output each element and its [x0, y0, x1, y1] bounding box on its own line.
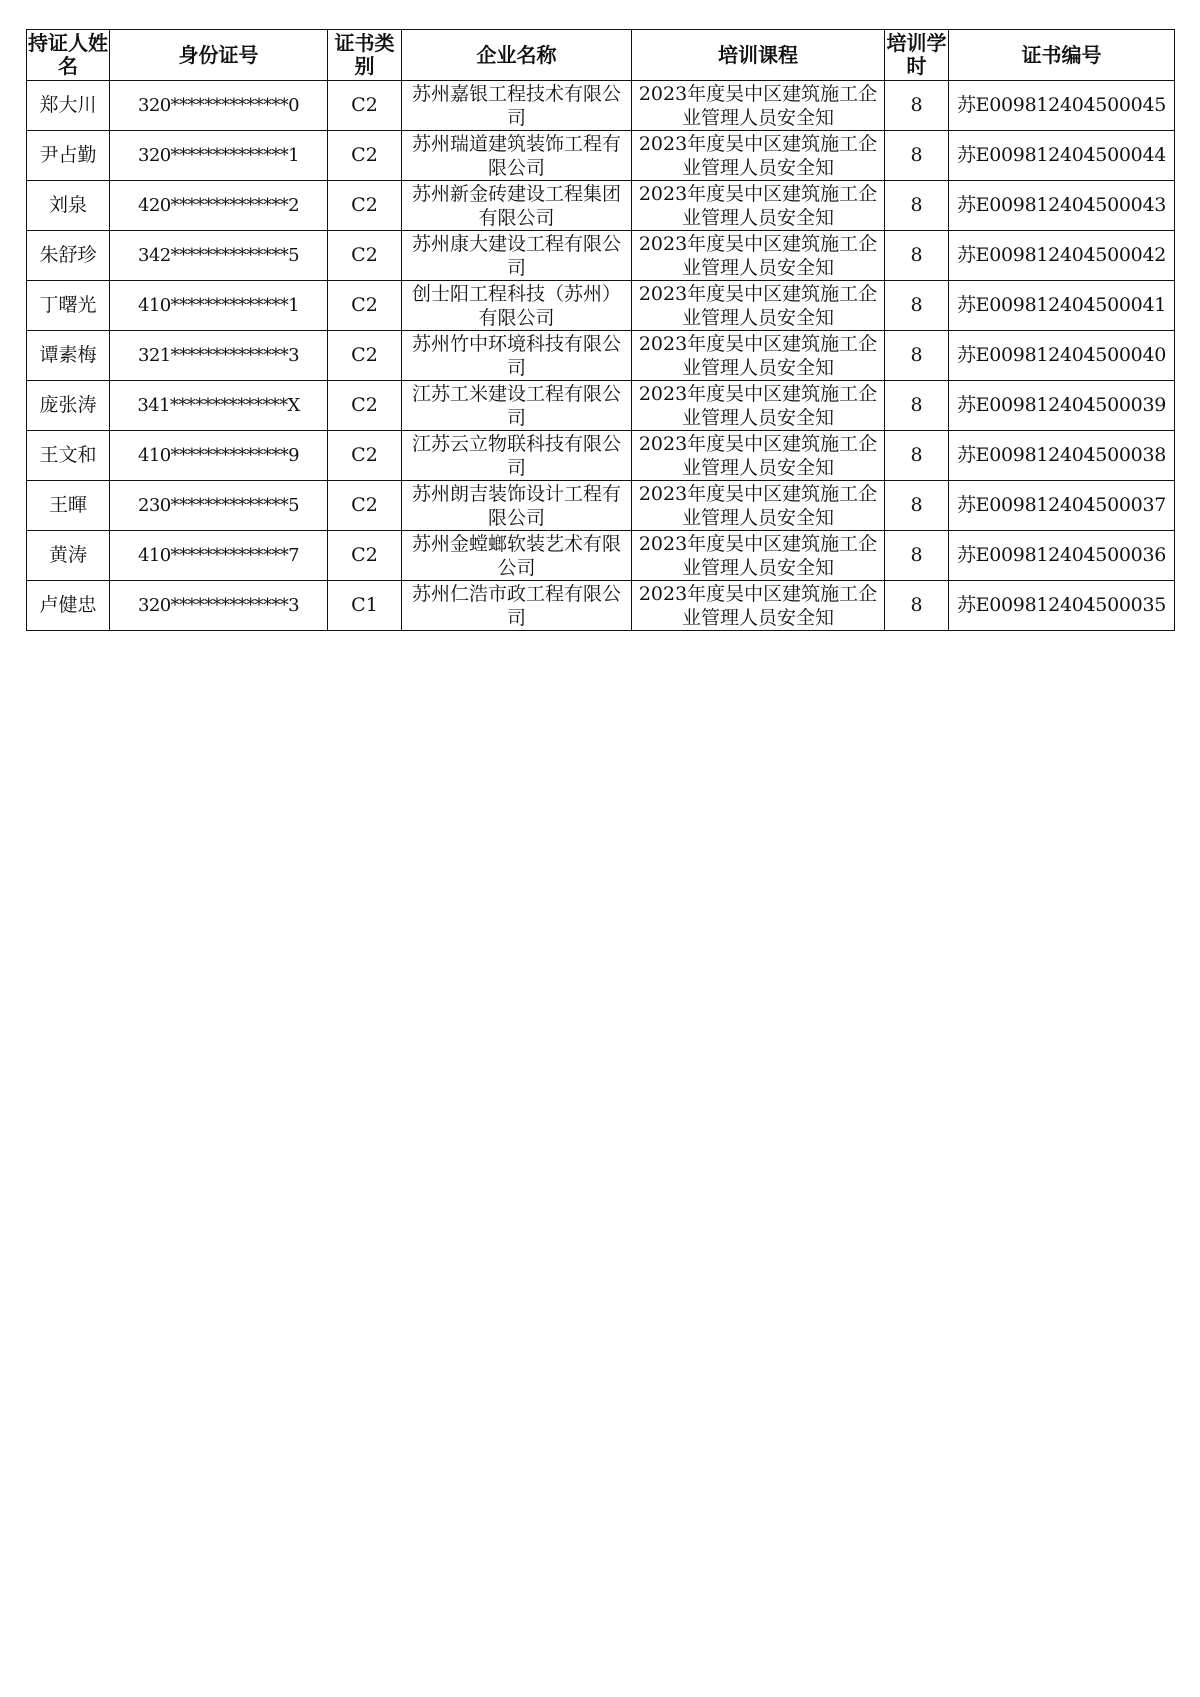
cell-holder-name [27, 181, 110, 231]
cell-course-name [632, 531, 885, 581]
training-hours-text: 8 [910, 344, 923, 366]
cell-id-number [110, 381, 328, 431]
cert-number-text: 苏E009812404500035 [956, 594, 1167, 616]
cert-number-text: 苏E009812404500044 [956, 144, 1167, 166]
id-number-text: 410**************9 [137, 445, 299, 466]
holder-name-text: 丁曙光 [39, 294, 97, 316]
company-name-text: 苏州金螳螂软装艺术有限公司 [411, 533, 621, 579]
cert-number-text: 苏E009812404500041 [956, 294, 1167, 316]
cert-type-text: C2 [351, 494, 378, 516]
table-row [27, 381, 1175, 431]
id-number-text: 321**************3 [137, 345, 299, 366]
cell-cert-type [328, 381, 402, 431]
course-name-text: 2023年度吴中区建筑施工企业管理人员安全知 [638, 133, 878, 179]
cell-training-hours [885, 431, 949, 481]
cert-number-text: 苏E009812404500036 [956, 544, 1167, 566]
course-name-text: 2023年度吴中区建筑施工企业管理人员安全知 [638, 533, 878, 579]
holder-name-text: 谭素梅 [39, 344, 97, 366]
cell-training-hours [885, 281, 949, 331]
cert-number-text: 苏E009812404500045 [956, 94, 1167, 116]
holder-name-text: 黄涛 [48, 544, 87, 566]
cell-company-name [402, 431, 632, 481]
holder-name-text: 庞张涛 [39, 394, 97, 416]
holder-name-text: 卢健忠 [39, 594, 97, 616]
training-hours-text: 8 [910, 494, 923, 516]
cell-company-name [402, 331, 632, 381]
cert-type-text: C2 [351, 344, 378, 366]
cell-course-name [632, 181, 885, 231]
cell-id-number [110, 581, 328, 631]
course-name-text: 2023年度吴中区建筑施工企业管理人员安全知 [638, 383, 878, 429]
cell-cert-number [949, 481, 1175, 531]
cell-cert-number [949, 381, 1175, 431]
cell-training-hours [885, 481, 949, 531]
table-row [27, 331, 1175, 381]
cell-cert-type [328, 481, 402, 531]
training-hours-text: 8 [910, 144, 923, 166]
cell-cert-type [328, 181, 402, 231]
training-hours-text: 8 [910, 294, 923, 316]
cell-cert-type [328, 331, 402, 381]
header-cert-type: 证书类别 [328, 30, 402, 81]
cert-type-text: C2 [351, 444, 378, 466]
cell-company-name [402, 131, 632, 181]
cell-cert-number [949, 81, 1175, 131]
training-hours-text: 8 [910, 244, 923, 266]
cell-cert-number [949, 531, 1175, 581]
cell-id-number [110, 531, 328, 581]
course-name-text: 2023年度吴中区建筑施工企业管理人员安全知 [638, 233, 878, 279]
cell-company-name [402, 231, 632, 281]
cell-holder-name [27, 231, 110, 281]
course-name-text: 2023年度吴中区建筑施工企业管理人员安全知 [638, 183, 878, 229]
cell-company-name [402, 181, 632, 231]
training-hours-text: 8 [910, 594, 923, 616]
holder-name-text: 郑大川 [39, 94, 97, 116]
table-row [27, 481, 1175, 531]
table-header-row [27, 30, 1175, 81]
cell-training-hours [885, 531, 949, 581]
cell-cert-type [328, 431, 402, 481]
cell-holder-name [27, 381, 110, 431]
cell-id-number [110, 131, 328, 181]
company-name-text: 苏州朗吉装饰设计工程有限公司 [411, 483, 621, 529]
table-row [27, 531, 1175, 581]
company-name-text: 苏州瑞道建筑装饰工程有限公司 [411, 133, 621, 179]
cell-course-name [632, 331, 885, 381]
course-name-text: 2023年度吴中区建筑施工企业管理人员安全知 [638, 333, 878, 379]
holder-name-text: 朱舒珍 [39, 244, 97, 266]
cell-id-number [110, 431, 328, 481]
cell-course-name [632, 281, 885, 331]
id-number-text: 410**************7 [137, 545, 299, 566]
company-name-text: 苏州康大建设工程有限公司 [411, 233, 621, 279]
cert-type-text: C2 [351, 194, 378, 216]
cell-training-hours [885, 581, 949, 631]
header-id-number: 身份证号 [110, 30, 328, 81]
cert-number-text: 苏E009812404500038 [956, 444, 1167, 466]
header-company: 企业名称 [402, 30, 632, 81]
cell-course-name [632, 231, 885, 281]
header-course: 培训课程 [632, 30, 885, 81]
cert-number-text: 苏E009812404500039 [956, 394, 1167, 416]
cell-training-hours [885, 381, 949, 431]
id-number-text: 342**************5 [137, 245, 299, 266]
cell-cert-number [949, 581, 1175, 631]
header-holder-name: 持证人姓名 [27, 30, 110, 81]
course-name-text: 2023年度吴中区建筑施工企业管理人员安全知 [638, 483, 878, 529]
certificate-table [26, 29, 1175, 631]
cell-course-name [632, 481, 885, 531]
cell-training-hours [885, 231, 949, 281]
cell-cert-number [949, 281, 1175, 331]
company-name-text: 苏州仁浩市政工程有限公司 [411, 583, 621, 629]
cell-company-name [402, 381, 632, 431]
table-row [27, 181, 1175, 231]
cell-cert-type [328, 581, 402, 631]
cell-holder-name [27, 481, 110, 531]
table-row [27, 81, 1175, 131]
cert-type-text: C2 [351, 394, 378, 416]
cell-id-number [110, 281, 328, 331]
cell-id-number [110, 481, 328, 531]
cell-cert-number [949, 131, 1175, 181]
id-number-text: 341**************X [137, 395, 300, 416]
course-name-text: 2023年度吴中区建筑施工企业管理人员安全知 [638, 83, 878, 129]
course-name-text: 2023年度吴中区建筑施工企业管理人员安全知 [638, 583, 878, 629]
cert-type-text: C2 [351, 244, 378, 266]
cert-type-text: C2 [351, 144, 378, 166]
cell-cert-type [328, 281, 402, 331]
cert-number-text: 苏E009812404500040 [956, 344, 1167, 366]
table-row [27, 581, 1175, 631]
header-hours: 培训学时 [885, 30, 949, 81]
cert-number-text: 苏E009812404500043 [956, 194, 1167, 216]
cell-training-hours [885, 131, 949, 181]
holder-name-text: 王暉 [48, 494, 87, 516]
id-number-text: 420**************2 [137, 195, 299, 216]
cell-company-name [402, 481, 632, 531]
cell-training-hours [885, 181, 949, 231]
training-hours-text: 8 [910, 444, 923, 466]
id-number-text: 320**************1 [137, 145, 299, 166]
cell-cert-type [328, 131, 402, 181]
cell-cert-type [328, 81, 402, 131]
company-name-text: 苏州新金砖建设工程集团有限公司 [411, 183, 621, 229]
holder-name-text: 尹占勤 [39, 144, 97, 166]
cell-course-name [632, 131, 885, 181]
cell-course-name [632, 381, 885, 431]
company-name-text: 创士阳工程科技（苏州）有限公司 [411, 283, 621, 329]
cert-type-text: C2 [351, 544, 378, 566]
cert-number-text: 苏E009812404500042 [956, 244, 1167, 266]
company-name-text: 江苏工米建设工程有限公司 [411, 383, 621, 429]
cell-cert-type [328, 231, 402, 281]
cert-type-text: C2 [351, 94, 378, 116]
table-row [27, 131, 1175, 181]
id-number-text: 320**************3 [137, 595, 299, 616]
training-hours-text: 8 [910, 394, 923, 416]
cell-cert-number [949, 431, 1175, 481]
cell-course-name [632, 581, 885, 631]
cell-course-name [632, 431, 885, 481]
cell-holder-name [27, 581, 110, 631]
cert-number-text: 苏E009812404500037 [956, 494, 1167, 516]
cell-cert-number [949, 181, 1175, 231]
table-row [27, 281, 1175, 331]
table-row [27, 231, 1175, 281]
cell-holder-name [27, 431, 110, 481]
cell-holder-name [27, 281, 110, 331]
cell-id-number [110, 81, 328, 131]
table-row [27, 431, 1175, 481]
id-number-text: 230**************5 [137, 495, 299, 516]
course-name-text: 2023年度吴中区建筑施工企业管理人员安全知 [638, 433, 878, 479]
cell-course-name [632, 81, 885, 131]
cert-type-text: C1 [351, 594, 378, 616]
training-hours-text: 8 [910, 544, 923, 566]
cell-id-number [110, 331, 328, 381]
cell-company-name [402, 581, 632, 631]
id-number-text: 410**************1 [137, 295, 299, 316]
cell-cert-number [949, 231, 1175, 281]
cell-id-number [110, 231, 328, 281]
cell-company-name [402, 81, 632, 131]
cell-holder-name [27, 131, 110, 181]
cell-cert-type [328, 531, 402, 581]
company-name-text: 江苏云立物联科技有限公司 [411, 433, 621, 479]
cell-id-number [110, 181, 328, 231]
course-name-text: 2023年度吴中区建筑施工企业管理人员安全知 [638, 283, 878, 329]
company-name-text: 苏州嘉银工程技术有限公司 [411, 83, 621, 129]
cell-company-name [402, 281, 632, 331]
training-hours-text: 8 [910, 194, 923, 216]
cell-holder-name [27, 81, 110, 131]
header-cert-number: 证书编号 [949, 30, 1175, 81]
cell-training-hours [885, 331, 949, 381]
cell-training-hours [885, 81, 949, 131]
cell-company-name [402, 531, 632, 581]
cell-holder-name [27, 331, 110, 381]
cert-type-text: C2 [351, 294, 378, 316]
company-name-text: 苏州竹中环境科技有限公司 [411, 333, 621, 379]
cell-holder-name [27, 531, 110, 581]
holder-name-text: 刘泉 [48, 194, 87, 216]
cell-cert-number [949, 331, 1175, 381]
training-hours-text: 8 [910, 94, 923, 116]
id-number-text: 320**************0 [137, 95, 299, 116]
holder-name-text: 王文和 [39, 444, 97, 466]
